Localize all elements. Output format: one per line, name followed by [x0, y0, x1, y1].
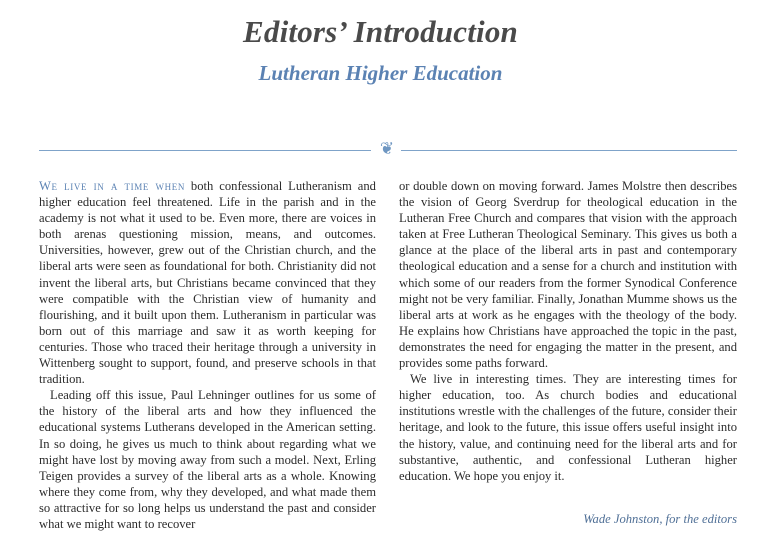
divider-right — [401, 150, 737, 151]
paragraph-3: We live in interesting times. They are interesting times for higher education, too. As church bodies and educational institutions wrestle with the challenges of the future, consider their heritage, and look to the future, this issue offers useful insight into the history, value, and continuing need for the liberal arts and for substantive, authentic, and confessional Lutheran higher education. We hope you enjoy it. — [399, 372, 737, 483]
paragraph-opening — [39, 178, 376, 387]
page-subtitle: Lutheran Higher Education — [258, 61, 503, 85]
page-title: Editors’ Introduction — [243, 14, 518, 49]
text-column-left — [39, 178, 376, 532]
paragraph-2-start: Leading off this issue, Paul Lehninger outlines for us some of the history of the liberal arts and how they influenced the educational systems Lutherans developed in the American setting. In so doing, he gives us much to think about regarding what we might have lost by moving away from such a model. Next, Erling Teigen provides a survey of the liberal arts as a whole. Knowing where they come from, why they developed, and what made them so attractive for so long helps us understand the past and consider what we might want to recover — [39, 388, 376, 531]
paragraph-2-continued: or double down on moving forward. James Molstre then describes the vision of Georg Sverdrup for theological education in the Lutheran Free Church and compares that vision with the approach taken at Free Lutheran Theological Seminary. This gives us both a glance at the place of the liberal arts in past and contemporary theological education and a sense for a church and institution with which some of our readers from the former Synodical Conference might not be very familiar. Finally, Jonathan Mumme shows us the liberal arts at work as he engages with the theology of the body. He explains how Christians have approached the topic in the past, demonstrates the need for engaging the matter in the present, and provides some paths forward. — [399, 179, 737, 371]
text-column-right — [399, 178, 737, 484]
fleuron-ornament-icon: ❦ — [379, 139, 395, 159]
opening-smallcaps: We live in a time when — [39, 179, 185, 193]
divider-left — [39, 150, 371, 151]
editor-signature: Wade Johnston, for the editors — [583, 512, 737, 526]
paragraph-1-text: both confessional Lutheranism and higher education feel threatened. Life in the parish and in the academy is not what it used to be. Even more, there are voices in both arenas questioning mission, means, and outcomes. Universities, however, grew out of the Christian church, and the liberal arts were seen as foundational for both. Christianity did not invent the liberal arts, but Christians became convinced that they were compatible with the Christian view of humanity and flourishing, and it built upon them. Lutheranism in particular was born out of this marriage and saw it as worth keeping for centuries. Those who traced their heritage through a university in Wittenberg sought to support, found, and preserve schools in that tradition. — [39, 179, 376, 387]
